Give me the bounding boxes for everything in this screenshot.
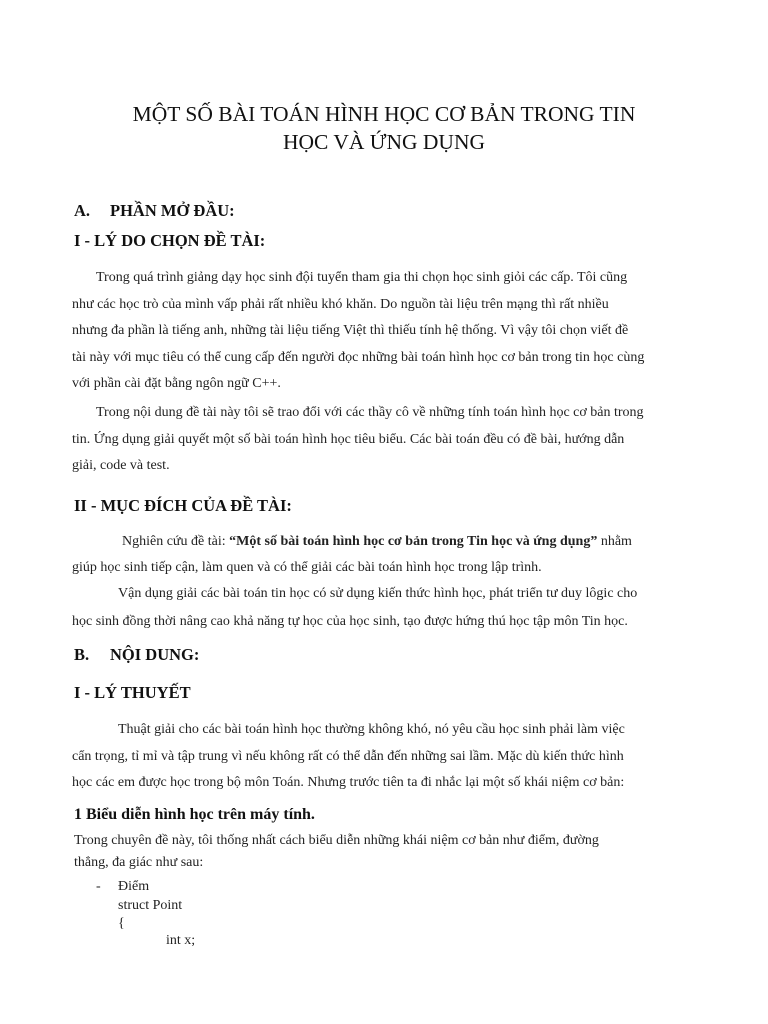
heading-reason: I - LÝ DO CHỌN ĐỀ TÀI:	[74, 231, 266, 250]
purpose-suffix: nhằm	[597, 534, 632, 549]
section-a-heading	[74, 201, 235, 221]
text-line	[72, 529, 696, 556]
text-line: với phần cài đặt bằng ngôn ngữ C++.	[72, 376, 281, 391]
paragraph-representation	[74, 830, 714, 873]
text-line: học các em được học trong bộ môn Toán. Nhưng trước tiên ta đi nhắc lại một số khái niệm cơ bản:	[72, 775, 625, 790]
text-line: Trong chuyên đề này, tôi thống nhất cách biểu diễn những khái niệm cơ bản như điểm, đường	[74, 833, 599, 848]
text-line: nhưng đa phần là tiếng anh, những tài liệu tiếng Việt thì thiếu tính hệ thống. Vì vậy tôi chọn viết đề	[72, 323, 629, 338]
heading-theory: I - LÝ THUYẾT	[74, 683, 191, 702]
section-b-number: B.	[74, 645, 90, 664]
list-bullet: -	[96, 879, 101, 894]
page-title	[40, 100, 728, 156]
paragraph-reason-2	[72, 400, 696, 480]
paragraph-reason-1	[72, 265, 696, 398]
text-line: tin. Ứng dụng giải quyết một số bài toán hình học tiêu biểu. Các bài toán đều có đề bài, hướng dẫn	[72, 431, 625, 447]
paragraph-purpose	[72, 529, 696, 635]
list-item-point: Điểm	[118, 879, 150, 894]
code-line: int x;	[166, 933, 196, 948]
text-line: tài này với mục tiêu có thể cung cấp đến người đọc những bài toán hình học cơ bản trong tin học cùng	[72, 349, 645, 365]
section-b-label: NỘI DUNG:	[110, 645, 200, 664]
subheading-representation: 1 Biểu diễn hình học trên máy tính.	[74, 806, 315, 823]
code-line: struct Point	[118, 898, 183, 913]
text-line: học sinh đồng thời nâng cao khả năng tự học của học sinh, tạo được hứng thú học tập môn Tin học.	[72, 613, 628, 629]
text-line: Vận dụng giải các bài toán tin học có sử dụng kiến thức hình học, phát triển tư duy lôgic cho	[118, 585, 638, 601]
section-b-heading	[74, 645, 199, 665]
text-line: Trong quá trình giảng dạy học sinh đội tuyển tham gia thi chọn học sinh giỏi các cấp. Tôi cũng	[96, 270, 628, 285]
section-a-label: PHẦN MỞ ĐẦU:	[110, 201, 235, 220]
section-a-number: A.	[74, 201, 91, 220]
purpose-prefix: Nghiên cứu đề tài:	[122, 534, 230, 549]
text-line: Trong nội dung đề tài này tôi sẽ trao đổi với các thầy cô về những tính toán hình học cơ bản trong	[96, 405, 644, 420]
heading-purpose: II - MỤC ĐÍCH CỦA ĐỀ TÀI:	[74, 496, 292, 515]
text-line: cẩn trọng, tỉ mỉ và tập trung vì nếu không rất có thể dẫn đến những sai lầm. Mặc dù kiến thức hình	[72, 748, 624, 764]
paragraph-theory	[72, 717, 696, 797]
code-line: {	[118, 916, 125, 931]
text-line: như các học trò của mình vấp phải rất nhiều khó khăn. Do nguồn tài liệu trên mạng thì rất nhiều	[72, 296, 609, 312]
title-line-2: HỌC VÀ ỨNG DỤNG	[282, 130, 486, 154]
text-line: thẳng, đa giác như sau:	[74, 854, 204, 870]
text-line: Thuật giải cho các bài toán hình học thường không khó, nó yêu cầu học sinh phải làm việc	[118, 722, 625, 737]
text-line: giải, code và test.	[72, 458, 170, 473]
definition-list	[74, 876, 374, 966]
text-line: giúp học sinh tiếp cận, làm quen và có thể giải các bài toán hình học trong lập trình.	[72, 559, 542, 575]
title-line-1: MỘT SỐ BÀI TOÁN HÌNH HỌC CƠ BẢN TRONG TIN	[132, 102, 636, 126]
purpose-title: “Một số bài toán hình học cơ bản trong Tin học và ứng dụng”	[229, 534, 598, 549]
